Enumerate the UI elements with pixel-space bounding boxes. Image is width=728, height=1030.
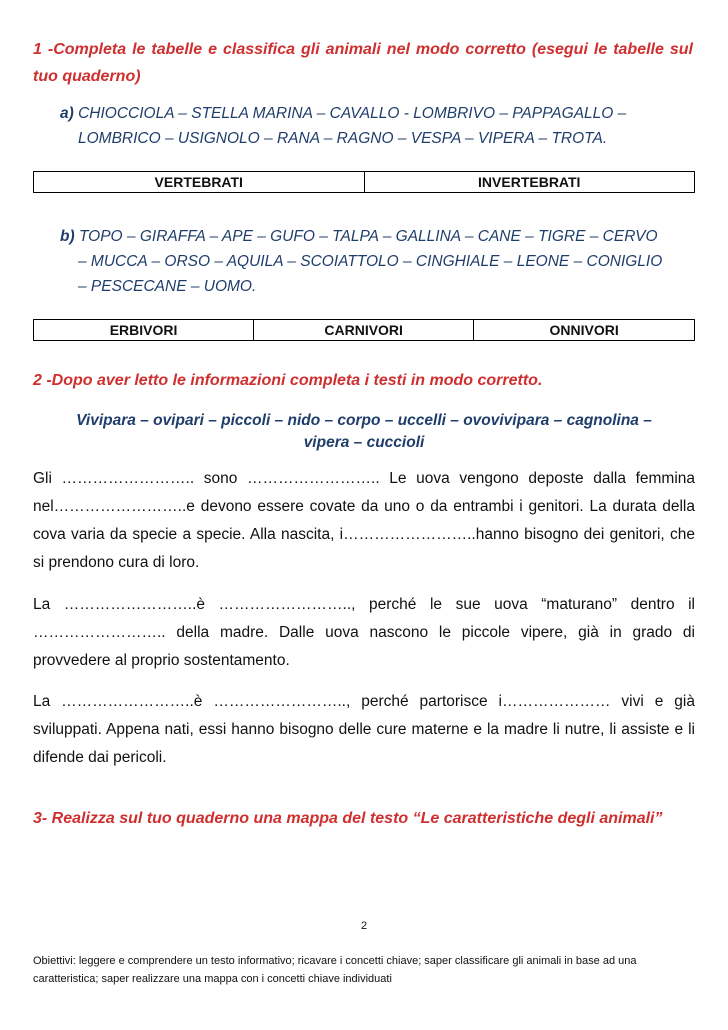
header-invertebrati: INVERTEBRATI xyxy=(364,172,695,193)
header-erbivori: ERBIVORI xyxy=(34,320,254,341)
exercise-2-title: 2 -Dopo aver letto le informazioni completa i testi in modo corretto. xyxy=(33,372,543,389)
table-vertebrati-invertebrati xyxy=(33,171,695,193)
word-bank-line-1: Vivipara – ovipari – piccoli – nido – corpo – uccelli – ovovivipara – cagnolina – xyxy=(76,412,652,429)
list-a-line-2: LOMBRICO – USIGNOLO – RANA – RAGNO – VESPA – VIPERA – TROTA. xyxy=(78,130,608,147)
word-bank xyxy=(33,410,695,454)
animal-list-a xyxy=(60,101,694,151)
text-paragraph-3: La ……………………..è …………………….., perché partorisce i………………… vivi e già sviluppati. Appena nati, essi hanno bisogno delle cure materne e la madre li nutre, li assiste e li difende dai pericoli. xyxy=(33,693,695,766)
footer-objectives: Obiettivi: leggere e comprendere un testo informativo; ricavare i concetti chiave; saper classificare gli animali in base ad una caratteristica; saper realizzare una mappa con i concetti chiave individuati xyxy=(33,955,637,985)
page-number: 2 xyxy=(360,920,368,932)
text-paragraph-2: La ……………………..è …………………….., perché le sue uova “maturano” dentro il …………………….. della madre. Dalle uova nascono le piccole vipere, già in grado di provvedere al proprio sostentamento. xyxy=(33,596,695,669)
word-bank-line-2: vipera – cuccioli xyxy=(303,434,425,451)
exercise-3-title: 3- Realizza sul tuo quaderno una mappa del testo “Le caratteristiche degli animali” xyxy=(33,810,663,827)
header-carnivori: CARNIVORI xyxy=(254,320,474,341)
list-a-line-1: CHIOCCIOLA – STELLA MARINA – CAVALLO - LOMBRIVO – PAPPAGALLO – xyxy=(78,105,627,122)
header-vertebrati: VERTEBRATI xyxy=(34,172,365,193)
list-b-line-2: – MUCCA – ORSO – AQUILA – SCOIATTOLO – CINGHIALE – LEONE – CONIGLIO xyxy=(78,253,663,270)
animal-list-b xyxy=(60,224,694,299)
text-paragraph-1: Gli …………………….. sono …………………….. Le uova vengono deposte dalla femmina nel……………………..e devono essere covate da uno o da entrambi i genitori. La durata della cova varia da specie a specie. Alla nascita, i……………………..hanno bisogno dei genitori, che si prendono cura di loro. xyxy=(33,470,695,571)
list-b-line-3: – PESCECANE – UOMO. xyxy=(78,278,257,295)
table-alimentazione xyxy=(33,319,695,341)
header-onnivori: ONNIVORI xyxy=(474,320,695,341)
list-b-line-1: TOPO – GIRAFFA – APE – GUFO – TALPA – GALLINA – CANE – TIGRE – CERVO xyxy=(78,228,658,245)
list-a-label: a) xyxy=(60,105,74,122)
list-b-label: b) xyxy=(60,228,75,245)
exercise-1-title: 1 -Completa le tabelle e classifica gli animali nel modo corretto (esegui le tabelle sul tuo quaderno) xyxy=(33,41,693,85)
